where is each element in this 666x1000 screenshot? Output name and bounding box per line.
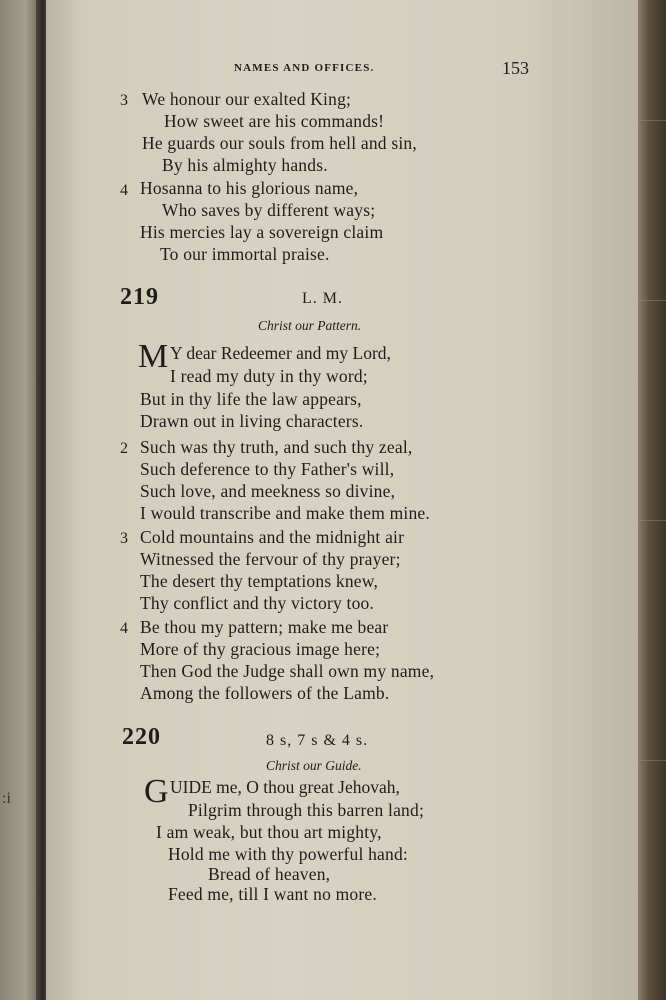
book-page	[46, 0, 638, 1000]
verse-number: 2	[120, 440, 128, 457]
verse-number: 3	[120, 92, 128, 109]
drop-cap: G	[144, 773, 169, 810]
verse-line: Y dear Redeemer and my Lord,	[170, 343, 391, 363]
verse-line: Feed me, till I want no more.	[168, 884, 377, 904]
running-header: NAMES AND OFFICES.	[234, 62, 375, 74]
drop-cap: M	[138, 338, 169, 375]
hymn-subtitle: Christ our Pattern.	[258, 318, 362, 333]
verse-line: UIDE me, O thou great Jehovah,	[170, 777, 400, 797]
verse-line: I would transcribe and make them mine.	[140, 503, 430, 523]
hymn-meter: L. M.	[302, 290, 343, 307]
verse-line: Thy conflict and thy victory too.	[140, 593, 375, 613]
verse-line: But in thy life the law appears,	[140, 389, 362, 409]
verse-line: We honour our exalted King;	[142, 89, 352, 109]
verse-line: Be thou my pattern; make me bear	[140, 617, 389, 637]
verse-line: More of thy gracious image here;	[140, 639, 381, 659]
verse-line: Drawn out in living characters.	[140, 411, 364, 431]
verse-line: Such deference to thy Father's will,	[140, 459, 395, 479]
verse-line: Who saves by different ways;	[162, 200, 376, 220]
verse-line: How sweet are his commands!	[164, 111, 385, 131]
verse-number: 3	[120, 530, 128, 547]
verse-line: Such was thy truth, and such thy zeal,	[140, 437, 413, 457]
page-number: 153	[502, 58, 529, 78]
verse-line: To our immortal praise.	[160, 244, 330, 264]
verse-line: Such love, and meekness so divine,	[140, 481, 396, 501]
verse-line: Bread of heaven,	[208, 864, 331, 884]
verse-line: I read my duty in thy word;	[170, 366, 368, 386]
hymn-number: 220	[122, 724, 161, 750]
verse-line: Then God the Judge shall own my name,	[140, 661, 435, 681]
verse-line: Cold mountains and the midnight air	[140, 527, 405, 547]
verse-line: I am weak, but thou art mighty,	[156, 822, 382, 842]
verse-line: His mercies lay a sovereign claim	[140, 222, 384, 242]
facing-page-mark: :i	[2, 790, 11, 807]
page-stack-edge	[638, 0, 666, 1000]
hymn-meter: 8 s, 7 s & 4 s.	[266, 732, 369, 749]
verse-line: The desert thy temptations knew,	[140, 571, 379, 591]
verse-number: 4	[120, 620, 128, 637]
verse-number: 4	[120, 182, 128, 199]
verse-line: Pilgrim through this barren land;	[188, 800, 425, 820]
verse-line: Among the followers of the Lamb.	[140, 683, 390, 703]
verse-line: Hosanna to his glorious name,	[140, 178, 359, 198]
hymn-subtitle: Christ our Guide.	[266, 758, 362, 773]
verse-line: By his almighty hands.	[162, 155, 328, 175]
verse-line: He guards our souls from hell and sin,	[142, 133, 417, 153]
verse-line: Witnessed the fervour of thy prayer;	[140, 549, 401, 569]
hymn-number: 219	[120, 284, 159, 310]
verse-line: Hold me with thy powerful hand:	[168, 844, 408, 864]
